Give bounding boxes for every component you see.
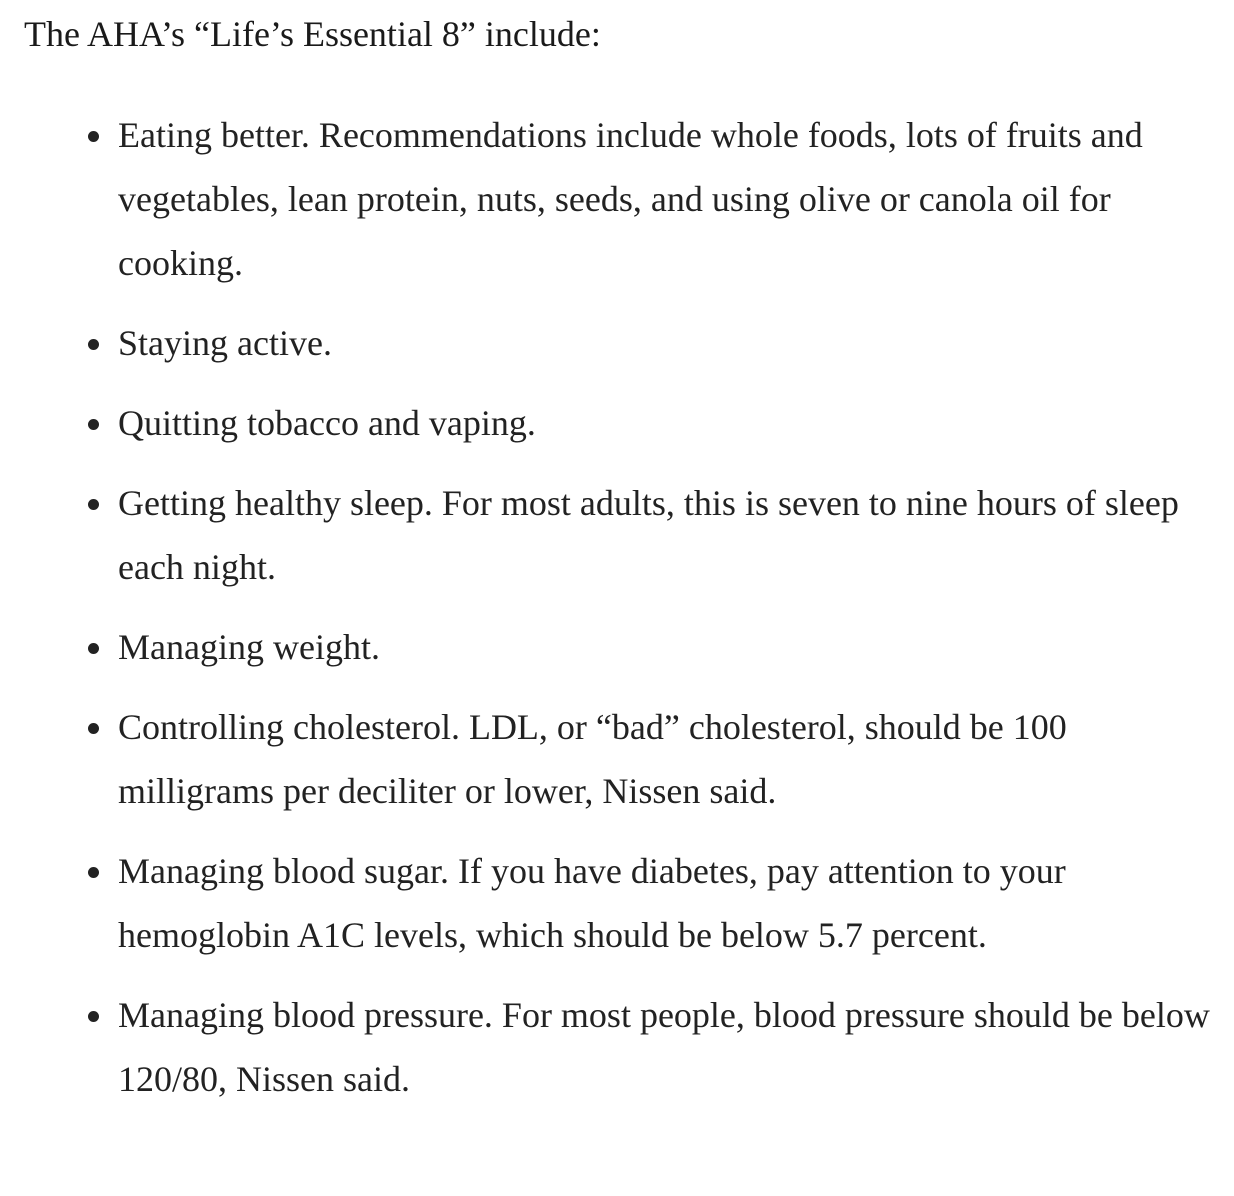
list-item (24, 471, 1218, 599)
list-item-text: Managing weight. (118, 627, 380, 667)
list-item (24, 391, 1218, 455)
list-item (24, 615, 1218, 679)
list-item-text: Managing blood sugar. If you have diabetes, pay attention to your hemoglobin A1C levels, which should be below 5.7 percent. (118, 851, 1066, 955)
list-item (24, 983, 1218, 1111)
list-item-text: Staying active. (118, 323, 332, 363)
bullet-dot-icon (88, 499, 99, 510)
list-item-text: Eating better. Recommendations include whole foods, lots of fruits and vegetables, lean protein, nuts, seeds, and using olive or canola oil for cooking. (118, 115, 1143, 283)
list-item-text: Quitting tobacco and vaping. (118, 403, 536, 443)
list-item (24, 695, 1218, 823)
intro-paragraph: The AHA’s “Life’s Essential 8” include: (24, 14, 601, 54)
bullet-dot-icon (88, 643, 99, 654)
list-item-text: Managing blood pressure. For most people, blood pressure should be below 120/80, Nissen said. (118, 995, 1210, 1099)
bullet-dot-icon (88, 419, 99, 430)
essential-8-list (24, 103, 1224, 1111)
bullet-dot-icon (88, 131, 99, 142)
list-item (24, 103, 1218, 295)
list-item (24, 311, 1218, 375)
list-item-text: Controlling cholesterol. LDL, or “bad” cholesterol, should be 100 milligrams per deciliter or lower, Nissen said. (118, 707, 1067, 811)
article-body (24, 0, 1224, 1127)
bullet-dot-icon (88, 339, 99, 350)
list-item-text: Getting healthy sleep. For most adults, this is seven to nine hours of sleep each night. (118, 483, 1179, 587)
list-item (24, 839, 1218, 967)
bullet-dot-icon (88, 1011, 99, 1022)
bullet-dot-icon (88, 867, 99, 878)
bullet-dot-icon (88, 723, 99, 734)
